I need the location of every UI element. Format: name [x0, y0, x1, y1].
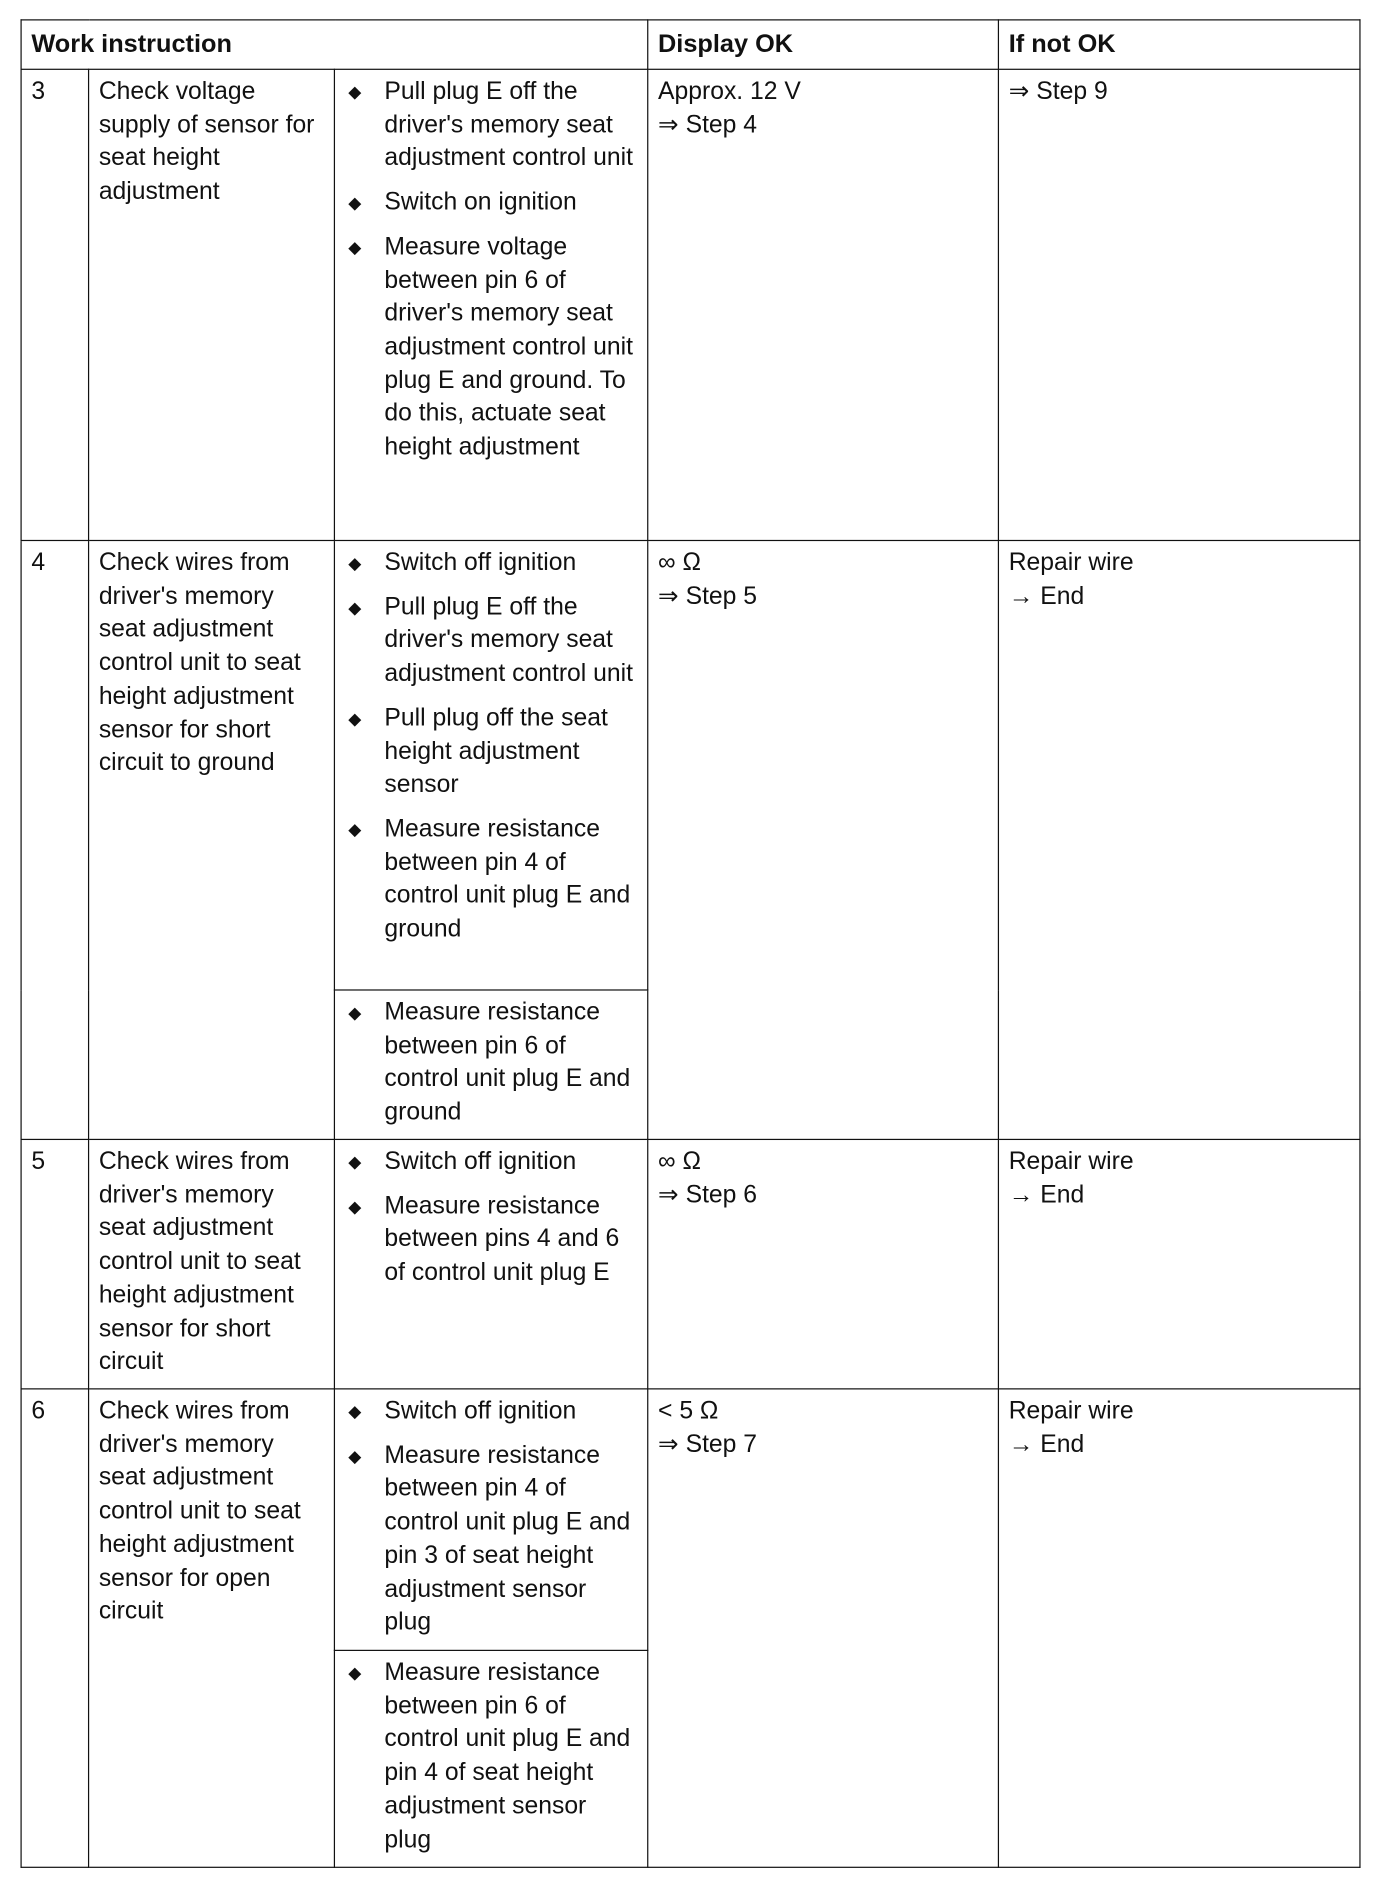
- action-text: Measure resistance between pin 6 of control unit plug E and ground: [384, 997, 631, 1126]
- action-item: [345, 1145, 638, 1178]
- action-text: Pull plug E off the driver's memory seat adjustment control unit: [384, 592, 633, 688]
- action-list: [345, 75, 638, 464]
- check-description: Check wires from driver's memory seat adjustment control unit to seat height adjustment sensor for short circuit: [89, 1139, 335, 1388]
- bullet-icon: ◆: [348, 1196, 362, 1216]
- bullet-icon: ◆: [348, 553, 362, 573]
- if-not-ok-line: Repair wire: [1008, 1396, 1134, 1425]
- action-list: [345, 1145, 638, 1289]
- action-item: [345, 1394, 638, 1427]
- if-not-ok-line: → End: [1008, 1180, 1085, 1209]
- display-ok-line: Approx. 12 V: [658, 77, 801, 105]
- check-description: Check wires from driver's memory seat adjustment control unit to seat height adjustment sensor for open circuit: [89, 1389, 335, 1867]
- if-not-ok-line: → End: [1008, 581, 1085, 610]
- action-text: Measure resistance between pin 6 of control unit plug E and pin 4 of seat height adjustment sensor plug: [384, 1658, 631, 1853]
- display-ok-cell: [648, 69, 999, 540]
- action-text: Switch off ignition: [384, 1147, 577, 1175]
- action-item: [345, 590, 638, 690]
- header-display-ok: Display OK: [648, 20, 999, 69]
- action-list: [345, 995, 638, 1129]
- bullet-icon: ◆: [348, 192, 362, 213]
- header-row: [21, 20, 1360, 69]
- action-item: [345, 1439, 638, 1639]
- action-text: Pull plug off the seat height adjustment sensor: [384, 703, 608, 799]
- if-not-ok-cell: [998, 1389, 1360, 1867]
- if-not-ok-line: → End: [1008, 1430, 1085, 1458]
- bullet-icon: ◆: [348, 1663, 362, 1683]
- action-cell: [334, 1139, 647, 1388]
- check-description: Check wires from driver's memory seat adjustment control unit to seat height adjustment sensor for short circuit to ground: [89, 540, 335, 1139]
- action-text: Switch on ignition: [384, 188, 577, 216]
- action-item: [345, 812, 638, 946]
- action-item: [345, 1656, 638, 1856]
- step-number: 3: [21, 69, 88, 540]
- step-number: 6: [21, 1389, 88, 1867]
- action-item: [345, 75, 638, 175]
- action-text: Measure resistance between pin 4 of control unit plug E and pin 3 of seat height adjustment sensor plug: [384, 1440, 631, 1636]
- if-not-ok-line: Repair wire: [1008, 1147, 1134, 1175]
- bullet-icon: ◆: [348, 1445, 362, 1466]
- step-number: 4: [21, 540, 88, 1139]
- if-not-ok-cell: [998, 1139, 1360, 1388]
- action-cell: [334, 1650, 647, 1867]
- if-not-ok-line: Repair wire: [1008, 548, 1134, 577]
- action-cell: [334, 69, 647, 540]
- action-text: Switch off ignition: [384, 1396, 577, 1425]
- bullet-icon: ◆: [348, 1401, 362, 1421]
- action-item: [345, 230, 638, 464]
- bullet-icon: ◆: [348, 81, 362, 102]
- action-item: [345, 1189, 638, 1289]
- display-ok-line: ∞ Ω: [658, 548, 701, 577]
- action-item: [345, 995, 638, 1129]
- bullet-icon: ◆: [348, 1152, 362, 1172]
- action-cell: [334, 1389, 647, 1651]
- action-text: Pull plug E off the driver's memory seat adjustment control unit: [384, 77, 633, 172]
- display-ok-cell: [648, 1389, 999, 1867]
- action-list: [345, 1656, 638, 1856]
- step-row: [21, 1389, 1360, 1651]
- step-number: 5: [21, 1139, 88, 1388]
- display-ok-cell: [648, 540, 999, 1139]
- action-text: Measure resistance between pins 4 and 6 of control unit plug E: [384, 1191, 620, 1286]
- if-not-ok-cell: [998, 540, 1360, 1139]
- action-text: Measure resistance between pin 4 of control unit plug E and ground: [384, 814, 631, 943]
- header-work-instruction: Work instruction: [21, 20, 648, 69]
- display-ok-cell: [648, 1139, 999, 1388]
- step-row: [21, 540, 1360, 990]
- work-instruction-table: [20, 19, 1360, 1868]
- display-ok-line: ⇒ Step 4: [658, 110, 758, 139]
- bullet-icon: ◆: [348, 708, 362, 728]
- bullet-icon: ◆: [348, 597, 362, 617]
- action-list: [345, 1394, 638, 1639]
- bullet-icon: ◆: [348, 819, 362, 839]
- display-ok-line: ⇒ Step 7: [658, 1430, 758, 1458]
- display-ok-line: ⇒ Step 5: [658, 581, 758, 610]
- if-not-ok-line: ⇒ Step 9: [1008, 77, 1108, 105]
- step-row: [21, 69, 1360, 540]
- step-row: [21, 1139, 1360, 1388]
- display-ok-line: ⇒ Step 6: [658, 1180, 758, 1209]
- bullet-icon: ◆: [348, 1002, 362, 1022]
- action-list: [345, 546, 638, 946]
- action-cell: [334, 540, 647, 990]
- action-text: Measure voltage between pin 6 of driver's memory seat adjustment control unit plug E and ground. To do this, actuate seat height adjustment: [384, 232, 633, 461]
- action-item: [345, 186, 638, 219]
- display-ok-line: ∞ Ω: [658, 1147, 701, 1175]
- action-cell: [334, 990, 647, 1139]
- check-description: Check voltage supply of sensor for seat height adjustment: [89, 69, 335, 540]
- action-item: [345, 701, 638, 801]
- if-not-ok-cell: [998, 69, 1360, 540]
- header-if-not-ok: If not OK: [998, 20, 1360, 69]
- display-ok-line: < 5 Ω: [658, 1396, 719, 1425]
- bullet-icon: ◆: [348, 237, 362, 257]
- action-item: [345, 546, 638, 579]
- action-text: Switch off ignition: [384, 548, 577, 577]
